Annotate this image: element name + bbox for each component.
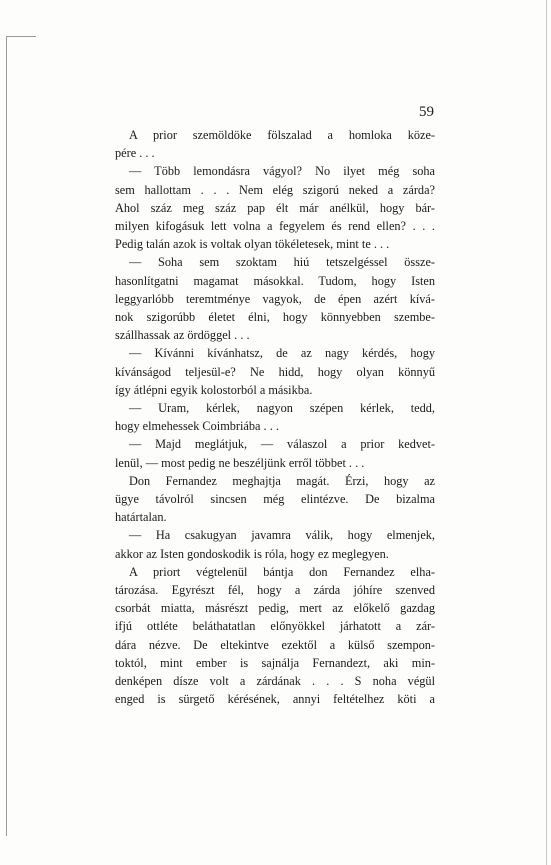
text-line: szállhassak az ördöggel . . . — [115, 328, 250, 343]
page-number: 59 — [419, 104, 434, 120]
page-border-right — [546, 0, 547, 865]
text-line: toktól, mint ember is sajnálja Fernandezt, aki min- — [115, 655, 435, 670]
text-line: ügye távolról sincsen még elintézve. De bizalma — [115, 492, 435, 507]
text-line: A priort végtelenül bántja don Fernandez elha- — [129, 564, 435, 579]
text-line: — Majd meglátjuk, — válaszol a prior kedvet- — [129, 437, 435, 452]
body-text — [115, 126, 435, 709]
text-line: leggyarlóbb teremtménye vagyok, de épen azért kívá- — [115, 291, 435, 306]
text-line: lenül, — most pedig ne beszéljünk erről többet . . . — [115, 455, 365, 470]
text-line: enged is sürgető kérésének, annyi feltételhez köti a — [115, 692, 435, 707]
text-line: A prior szemöldöke fölszalad a homloka köze- — [129, 128, 435, 142]
text-line: Don Fernandez meghajtja magát. Érzi, hogy az — [129, 473, 435, 488]
text-line: nok szigorúbb életet élni, hogy könnyebben szembe- — [115, 310, 435, 325]
text-line: akkor az Isten gondoskodik is róla, hogy ez meglegyen. — [115, 546, 389, 561]
text-line: kívánságod teljesül-e? Ne hidd, hogy olyan könnyű — [115, 364, 435, 379]
text-line: — Kívánni kívánhatsz, de az nagy kérdés, hogy — [129, 346, 435, 361]
page-border-left — [6, 36, 7, 836]
text-line: hogy elmehessek Coimbriába . . . — [115, 419, 279, 434]
text-line: — Soha sem szoktam hiú tetszelgéssel össze- — [129, 255, 435, 270]
text-line: — Ha csakugyan javamra válik, hogy elmenjek, — [129, 528, 435, 543]
text-line: milyen kifogásuk lett volna a fegyelem és rend ellen? . . . — [115, 219, 435, 234]
text-line: pére . . . — [115, 146, 155, 161]
text-line: — Uram, kérlek, nagyon szépen kérlek, tedd, — [129, 401, 435, 416]
page-border-top — [6, 36, 36, 37]
text-line: így átlépni egyik kolostorból a másikba. — [115, 382, 313, 397]
text-line: tározása. Egyrészt fél, hogy a zárda jóhíre szenved — [115, 583, 435, 598]
text-line: Pedig talán azok is voltak olyan tökéletesek, mint te . . . — [115, 237, 390, 252]
text-line: sem hallottam . . . Nem elég szigorú neked a zárda? — [115, 182, 435, 197]
text-line: dára nézve. De eltekintve ezektől a külső szempon- — [115, 637, 435, 652]
text-line: határtalan. — [115, 510, 167, 525]
text-line: csorbát miatta, másrészt pedig, mert az előkelő gazdag — [115, 601, 435, 616]
text-line: hasonlítgatni magamat másokkal. Tudom, hogy Isten — [115, 273, 435, 288]
text-line: Ahol száz meg száz pap élt már anélkül, hogy bár- — [115, 200, 435, 215]
text-line: ifjú ottléte beláthatatlan előnyökkel járhatott a zár- — [115, 619, 435, 634]
text-line: — Több lemondásra vágyol? No ilyet még soha — [129, 164, 435, 179]
text-line: denképen dísze volt a zárdának . . . S noha végül — [115, 674, 435, 689]
